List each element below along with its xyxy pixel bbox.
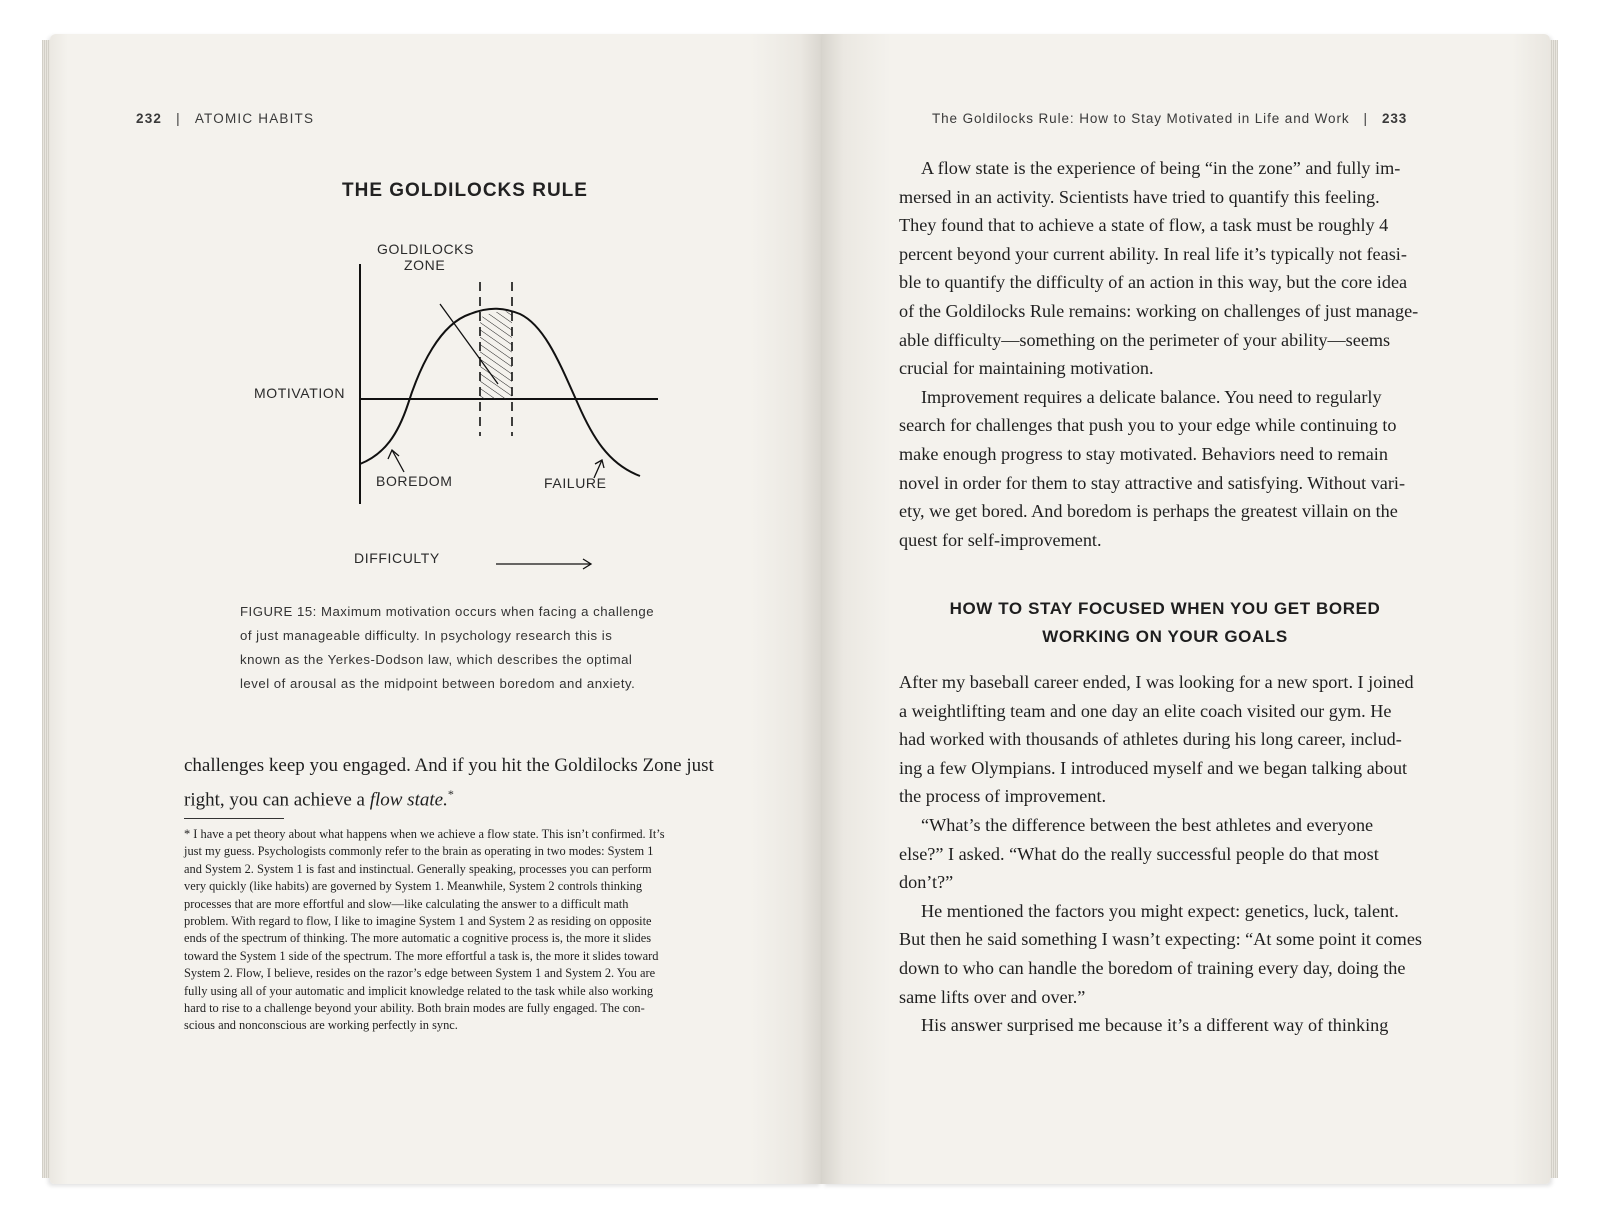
goldilocks-diagram	[340, 254, 720, 584]
footnote-line: System 2. Flow, I believe, resides on the razor’s edge between System 1 and System 2. You are	[184, 966, 656, 981]
footnote-line: * I have a pet theory about what happens when we achieve a flow state. This isn’t confirmed. It’s	[184, 827, 665, 841]
footnote-line: and System 2. System 1 is fast and instinctual. Generally speaking, processes you can perform	[184, 861, 652, 876]
para1-line: crucial for maintaining motivation.	[899, 358, 1154, 379]
boredom-arrow	[388, 450, 404, 472]
para1-line: A flow state is the experience of being “in the zone” and fully im-	[921, 158, 1401, 178]
footnote-line: fully using all of your automatic and implicit knowledge related to the task while also working	[184, 983, 654, 998]
chapter-title: The Goldilocks Rule: How to Stay Motivated in Life and Work	[932, 111, 1350, 126]
para1-line: percent beyond your current ability. In real life it’s typically not feasi-	[899, 243, 1407, 264]
caption-line: known as the Yerkes-Dodson law, which describes the optimal	[240, 652, 633, 667]
caption-line: FIGURE 15: Maximum motivation occurs when facing a challenge	[240, 604, 655, 619]
left-page	[50, 34, 822, 1184]
caption-line: of just manageable difficulty. In psychology research this is	[240, 628, 613, 643]
right-page	[822, 34, 1550, 1184]
open-book	[50, 34, 1550, 1184]
failure-label: FAILURE	[544, 475, 607, 491]
footnote-line: problem. With regard to flow, I like to imagine System 1 and System 2 as residing on opposite	[184, 913, 652, 928]
figure-caption	[240, 600, 680, 696]
right-body-bottom	[899, 668, 1431, 1040]
zone-label-line1: GOLDILOCKS	[377, 241, 475, 257]
section-heading	[899, 595, 1431, 651]
caption-line: level of arousal as the midpoint between boredom and anxiety.	[240, 676, 636, 691]
book-title: ATOMIC HABITS	[194, 111, 315, 126]
boredom-label: BOREDOM	[376, 473, 453, 489]
para2-line: Improvement requires a delicate balance. You need to regularly	[921, 386, 1382, 407]
para3-line: ing a few Olympians. I introduced myself and we began talking about	[899, 757, 1408, 778]
zone-label-line2: ZONE	[404, 257, 446, 273]
left-running-head: 232 | ATOMIC HABITS	[136, 111, 315, 126]
left-body-text	[184, 752, 784, 811]
flow-state-term: flow state.	[369, 789, 448, 811]
para1-line: able difficulty—something on the perimeter of your ability—seems	[899, 329, 1391, 350]
para5-line: down to who can handle the boredom of training every day, doing the	[899, 957, 1406, 978]
footnote-line: hard to rise to a challenge beyond your ability. Both brain modes are fully engaged. The con-	[184, 1000, 645, 1015]
footnote-mark: *	[447, 787, 454, 801]
para3-line: After my baseball career ended, I was looking for a new sport. I joined	[899, 672, 1414, 692]
footnote-line: processes that are more effortful and slow—like calculating the answer to a difficult math	[184, 896, 629, 911]
para5-line: He mentioned the factors you might expect: genetics, luck, talent.	[921, 900, 1399, 921]
para5-line: But then he said something I wasn’t expecting: “At some point it comes	[899, 929, 1422, 950]
para3-line: the process of improvement.	[899, 786, 1107, 807]
left-page-number: 232	[136, 111, 163, 126]
footnote-line: scious and nonconscious are working perfectly in sync.	[184, 1018, 458, 1033]
difficulty-arrow	[496, 559, 591, 569]
footnote-line: very quickly (like habits) are governed by System 1. Meanwhile, System 2 controls thinking	[184, 879, 643, 894]
right-page-number: 233	[1381, 111, 1408, 126]
para4-line: don’t?”	[899, 872, 954, 893]
body-line-last	[184, 780, 784, 811]
para4-line: else?” I asked. “What do the really successful people do that most	[899, 843, 1379, 864]
para5-line: same lifts over and over.”	[899, 986, 1086, 1007]
para2-line: ety, we get bored. And boredom is perhaps the greatest villain on the	[899, 501, 1398, 522]
para6-line: His answer surprised me because it’s a different way of thinking	[921, 1015, 1389, 1036]
para1-line: ble to quantify the difficulty of an action in this way, but the core idea	[899, 272, 1408, 293]
para2-line: make enough progress to stay motivated. Behaviors need to remain	[899, 443, 1388, 464]
footnote	[184, 826, 732, 1035]
footnote-line: ends of the spectrum of thinking. The more automatic a cognitive process is, the more it slides	[184, 931, 652, 946]
para1-line: They found that to achieve a state of flow, a task must be roughly 4	[899, 215, 1389, 236]
para4-line: “What’s the difference between the best athletes and everyone	[921, 814, 1374, 835]
para2-line: novel in order for them to stay attractive and satisfying. Without vari-	[899, 472, 1406, 493]
page-edges-left	[42, 40, 50, 1178]
right-running-head: The Goldilocks Rule: How to Stay Motivated in Life and Work | 233	[932, 111, 1408, 126]
y-axis-label: MOTIVATION	[254, 385, 346, 401]
page-edges-right	[1550, 40, 1558, 1178]
body-line: right, you can achieve a	[184, 789, 370, 811]
footnote-line: toward the System 1 side of the spectrum. The more effortful a task is, the more it slides toward	[184, 948, 659, 963]
para3-line: a weightlifting team and one day an elite coach visited our gym. He	[899, 700, 1392, 721]
para2-line: search for challenges that push you to your edge while continuing to	[899, 415, 1397, 436]
para1-line: mersed in an activity. Scientists have tried to quantify this feeling.	[899, 186, 1380, 207]
para3-line: had worked with thousands of athletes during his long career, includ-	[899, 729, 1402, 750]
body-line: challenges keep you engaged. And if you hit the Goldilocks Zone just	[184, 755, 714, 776]
failure-arrow	[594, 460, 604, 478]
footnote-rule	[184, 818, 284, 819]
x-axis-label: DIFFICULTY	[354, 550, 440, 566]
para1-line: of the Goldilocks Rule remains: working on challenges of just manage-	[899, 300, 1419, 321]
heading-line2: WORKING ON YOUR GOALS	[1042, 627, 1288, 646]
footnote-line: just my guess. Psychologists commonly refer to the brain as operating in two modes: System 1	[184, 844, 654, 859]
heading-line1: HOW TO STAY FOCUSED WHEN YOU GET BORED	[949, 599, 1381, 618]
figure-title: THE GOLDILOCKS RULE	[342, 180, 588, 201]
para2-line: quest for self-improvement.	[899, 529, 1102, 550]
right-body-top	[899, 154, 1431, 554]
hatched-zone	[480, 311, 512, 399]
